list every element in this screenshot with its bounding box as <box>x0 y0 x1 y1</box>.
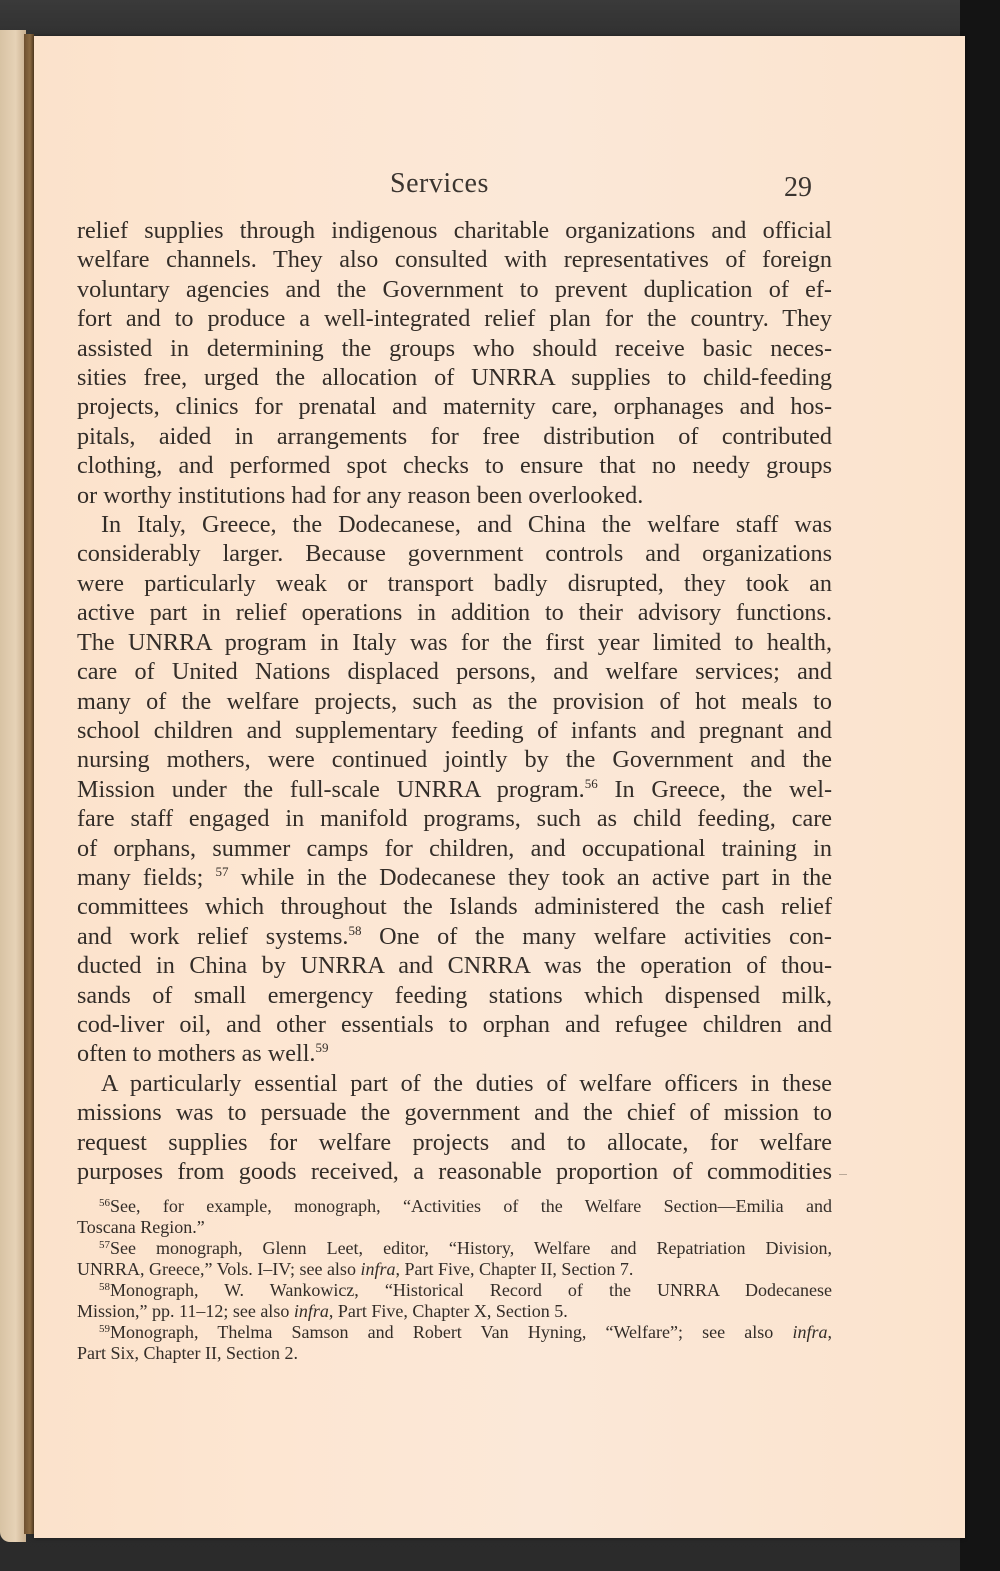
paragraph-1 <box>77 216 832 510</box>
text-line: pitals, aided in arrangements for free distribution of contributed <box>77 422 832 450</box>
previous-page-edge <box>0 30 26 1542</box>
text-line: projects, clinics for prenatal and maternity care, orphanages and hos- <box>77 393 832 421</box>
text-line: often to mothers as well.$^{59}$ <box>77 1040 329 1068</box>
footnotes <box>77 1196 832 1364</box>
text-line: The UNRRA program in Italy was for the first year limited to health, <box>77 628 832 656</box>
text-line: A particularly essential part of the duties of welfare officers in these <box>101 1069 832 1097</box>
footnote-ref-56[interactable]: 56 <box>584 775 598 791</box>
text-line: cod-liver oil, and other essentials to orphan and refugee children and <box>77 1010 832 1038</box>
paragraph-2 <box>77 510 832 1069</box>
text-line: sities free, urged the allocation of UNRRA supplies to child-feeding <box>77 364 832 392</box>
book-gutter <box>24 34 34 1534</box>
paragraph-3 <box>77 1069 832 1187</box>
text-line: fort and to produce a well-integrated relief plan for the country. They <box>77 305 832 333</box>
text-line: welfare channels. They also consulted with representatives of foreign <box>77 246 832 274</box>
footnote-ref-59[interactable]: 59 <box>315 1040 329 1056</box>
text-line: ducted in China by UNRRA and CNRRA was the operation of thou- <box>77 952 832 980</box>
footnote-57-cont: UNRRA, Greece,” Vols. I–IV; see also infra, Part Five, Chapter II, Section 7. <box>77 1259 634 1279</box>
text-line: clothing, and performed spot checks to ensure that no needy groups <box>77 452 832 480</box>
book-page <box>34 36 965 1538</box>
footnote-57: $^{57}$See monograph, Glenn Leet, editor, “History, Welfare and Repatriation Division, <box>99 1238 832 1258</box>
text-line: care of United Nations displaced persons, and welfare services; and <box>77 658 832 686</box>
footnote-56: $^{56}$See, for example, monograph, “Activities of the Welfare Section—Emilia and <box>99 1196 832 1216</box>
body-text <box>77 216 832 1186</box>
footnote-56-cont: Toscana Region.” <box>77 1217 205 1237</box>
footnote-58: $^{58}$Monograph, W. Wankowicz, “Historical Record of the UNRRA Dodecanese <box>99 1280 832 1300</box>
text-line: were particularly weak or transport badly disrupted, they took an <box>77 569 832 597</box>
running-title: Services <box>390 168 489 199</box>
text-line: school children and supplementary feeding of infants and pregnant and <box>77 716 832 744</box>
text-line: assisted in determining the groups who should receive basic neces- <box>77 334 832 362</box>
text-line: and work relief systems.$^{58}$ One of the many welfare activities con- <box>77 922 832 950</box>
text-line: missions was to persuade the government and the chief of mission to <box>77 1099 832 1127</box>
footnote-59-cont: Part Six, Chapter II, Section 2. <box>77 1343 298 1363</box>
text-line: fare staff engaged in manifold programs, such as child feeding, care <box>77 805 832 833</box>
text-line: many fields; $^{57}$ while in the Dodecanese they took an active part in the <box>77 863 832 891</box>
text-line: purposes from goods received, a reasonable proportion of commodities <box>77 1158 832 1185</box>
footnote-59: $^{59}$Monograph, Thelma Samson and Robert Van Hyning, “Welfare”; see also infra, <box>99 1322 832 1342</box>
text-line: voluntary agencies and the Government to prevent duplication of ef- <box>77 275 832 303</box>
running-head <box>34 168 965 204</box>
footnote-ref-57[interactable]: 57 <box>215 863 229 879</box>
footnote-58-cont: Mission,” pp. 11–12; see also infra, Part Five, Chapter X, Section 5. <box>77 1301 568 1321</box>
footnote-ref-58[interactable]: 58 <box>348 922 362 938</box>
text-line: many of the welfare projects, such as the provision of hot meals to <box>77 687 832 715</box>
text-line: sands of small emergency feeding stations which dispensed milk, <box>77 981 832 1009</box>
text-line: request supplies for welfare projects and to allocate, for welfare <box>77 1128 832 1156</box>
text-line: nursing mothers, were continued jointly by the Government and the <box>77 746 832 774</box>
text-line: Mission under the full-scale UNRRA program.$^{56}$ In Greece, the wel- <box>77 775 832 803</box>
text-line: or worthy institutions had for any reason been overlooked. <box>77 481 644 509</box>
text-line: committees which throughout the Islands administered the cash relief <box>77 893 832 921</box>
margin-mark <box>839 1174 847 1175</box>
text-line: active part in relief operations in addition to their advisory functions. <box>77 599 832 627</box>
text-line: relief supplies through indigenous charitable organizations and official <box>77 217 832 244</box>
dark-backdrop <box>960 0 1000 1571</box>
text-line: of orphans, summer camps for children, and occupational training in <box>77 834 832 862</box>
page-number: 29 <box>784 172 812 203</box>
text-line: In Italy, Greece, the Dodecanese, and China the welfare staff was <box>101 511 832 539</box>
text-line: considerably larger. Because government controls and organizations <box>77 540 832 568</box>
